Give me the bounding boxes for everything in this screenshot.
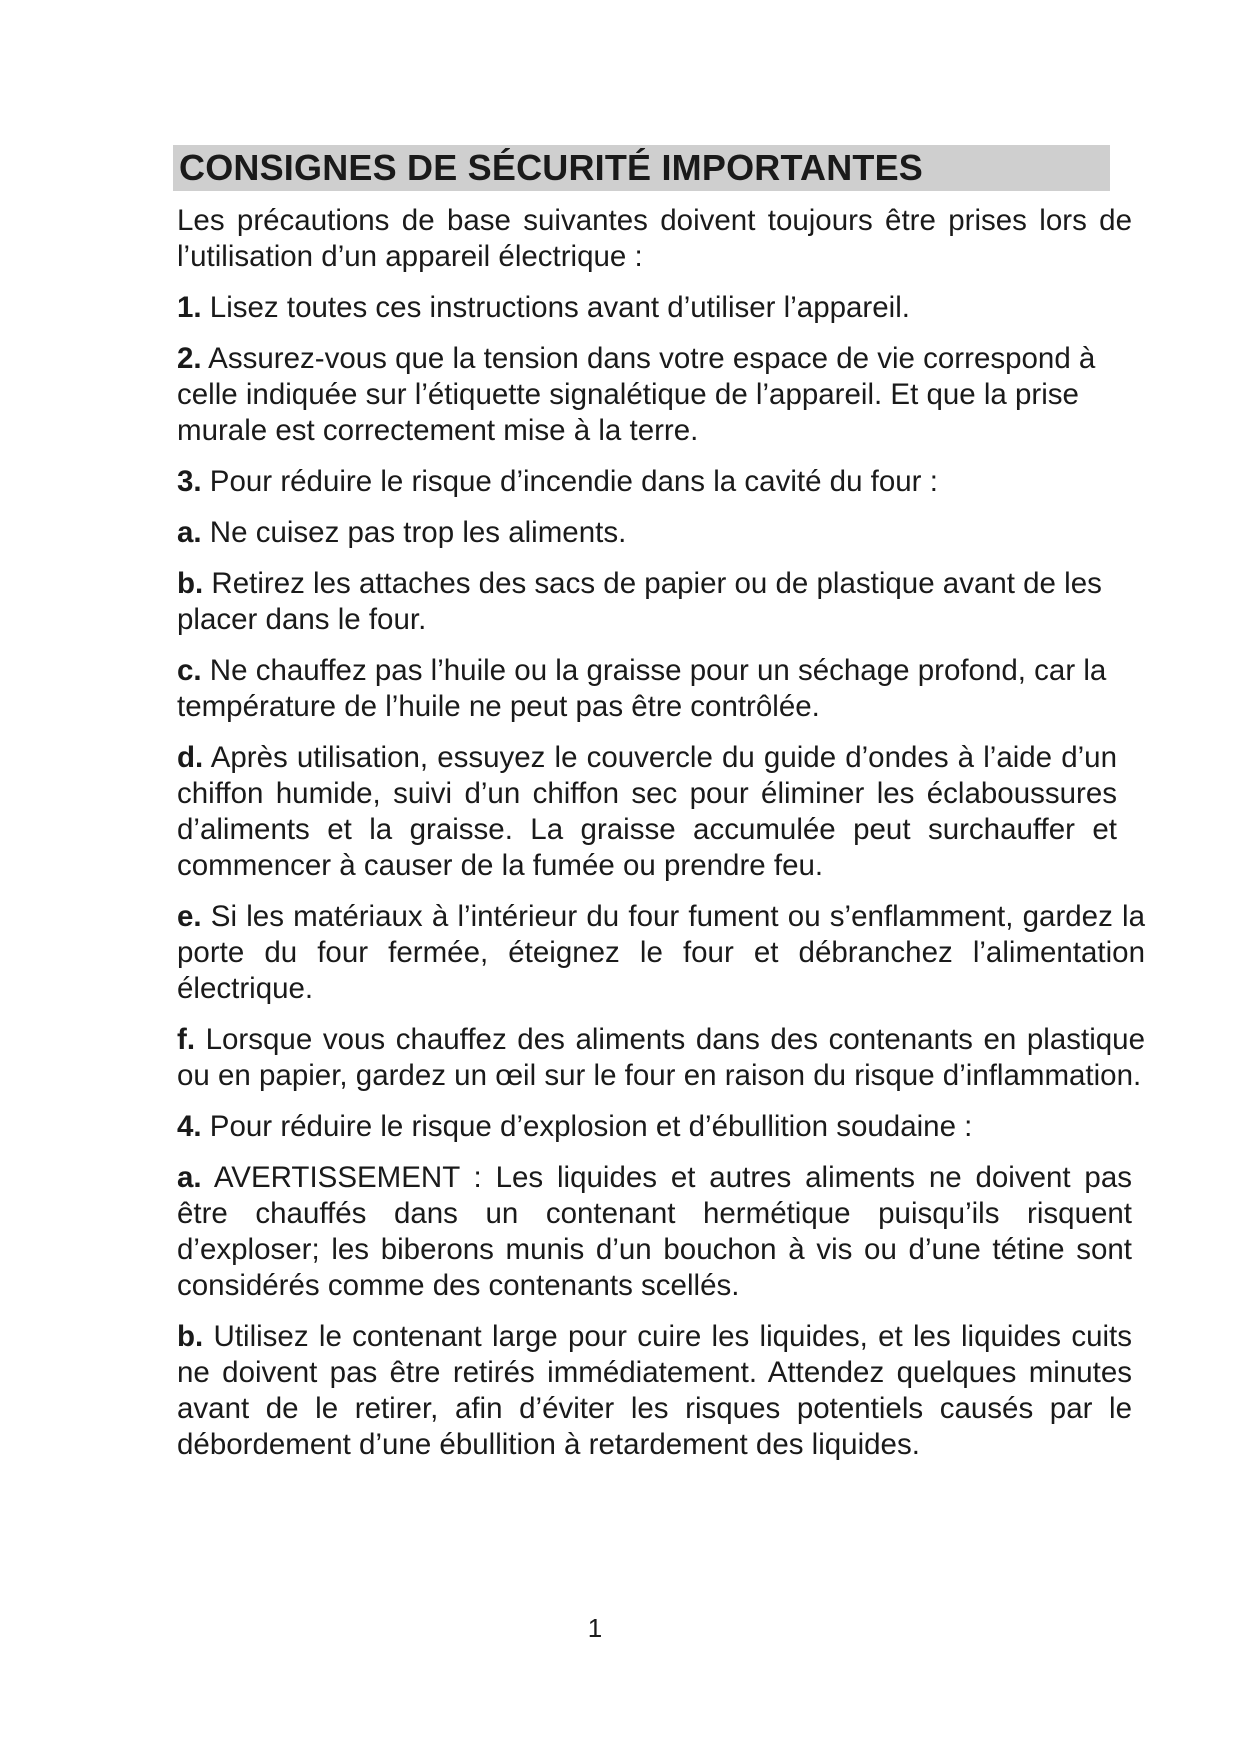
- item-marker: a.: [177, 516, 202, 549]
- item-text: Si les matériaux à l’intérieur du four fument ou s’enflamment, gardez la porte du four fermée, éteignez le four et débranchez l’alimentation électrique.: [177, 900, 1145, 1005]
- instruction-subitem: [177, 1022, 1145, 1094]
- item-marker: 3.: [177, 465, 202, 498]
- item-marker: 1.: [177, 291, 202, 324]
- item-text: Utilisez le contenant large pour cuire les liquides, et les liquides cuits ne doivent pas être retirés immédiatement. Attendez quelques minutes avant de le retirer, afin d’éviter les risques potentiels causés par le débordement d’une ébullition à retardement des liquides.: [177, 1320, 1132, 1461]
- section-title: CONSIGNES DE SÉCURITÉ IMPORTANTES: [179, 147, 924, 188]
- item-text: Pour réduire le risque d’incendie dans la cavité du four :: [201, 465, 938, 498]
- item-marker: 4.: [177, 1110, 202, 1143]
- item-marker: b.: [177, 567, 204, 600]
- instruction-item: [177, 290, 1149, 326]
- instruction-subitem: [177, 653, 1127, 725]
- page-number: 1: [587, 1613, 603, 1643]
- instruction-subitem: [177, 1319, 1132, 1463]
- item-text: Lorsque vous chauffez des aliments dans des contenants en plastique ou en papier, gardez un œil sur le four en raison du risque d’inflammation.: [177, 1023, 1145, 1092]
- item-text: Après utilisation, essuyez le couvercle du guide d’ondes à l’aide d’un chiffon humide, suivi d’un chiffon sec pour éliminer les éclaboussures d’aliments et la graisse. La graisse accumulée peut surchauffer et commencer à causer de la fumée ou prendre feu.: [177, 741, 1117, 882]
- item-text: Ne chauffez pas l’huile ou la graisse pour un séchage profond, car la température de l’huile ne peut pas être contrôlée.: [177, 654, 1107, 723]
- instruction-subitem: [177, 566, 1117, 638]
- instruction-subitem: [177, 515, 1149, 551]
- item-marker: c.: [177, 654, 202, 687]
- intro-paragraph: Les précautions de base suivantes doivent toujours être prises lors de l’utilisation d’un appareil électrique :: [177, 204, 1132, 273]
- instruction-item: [177, 341, 1162, 449]
- instruction-subitem: [177, 899, 1145, 1007]
- instruction-item: [177, 1109, 1149, 1145]
- item-text: Assurez-vous que la tension dans votre espace de vie correspond à celle indiquée sur l’étiquette signalétique de l’appareil. Et que la prise murale est correctement mise à la terre.: [177, 342, 1096, 447]
- instruction-subitem: [177, 740, 1117, 884]
- item-text: AVERTISSEMENT : Les liquides et autres aliments ne doivent pas être chauffés dans un contenant hermétique puisqu’ils risquent d’exploser; les biberons munis d’un bouchon à vis ou d’une tétine sont considérés comme des contenants scellés.: [177, 1161, 1132, 1302]
- item-marker: a.: [177, 1161, 202, 1194]
- item-text: Pour réduire le risque d’explosion et d’ébullition soudaine :: [201, 1110, 973, 1143]
- safety-instructions: [177, 203, 1149, 1478]
- item-text: Lisez toutes ces instructions avant d’utiliser l’appareil.: [201, 291, 910, 324]
- item-marker: e.: [177, 900, 202, 933]
- instruction-item: [177, 464, 1149, 500]
- item-text: Retirez les attaches des sacs de papier ou de plastique avant de les placer dans le four.: [177, 567, 1102, 636]
- item-text: Ne cuisez pas trop les aliments.: [201, 516, 627, 549]
- item-marker: b.: [177, 1320, 204, 1353]
- item-marker: 2.: [177, 342, 202, 375]
- item-marker: f.: [177, 1023, 196, 1056]
- instruction-subitem: [177, 1160, 1132, 1304]
- item-marker: d.: [177, 741, 204, 774]
